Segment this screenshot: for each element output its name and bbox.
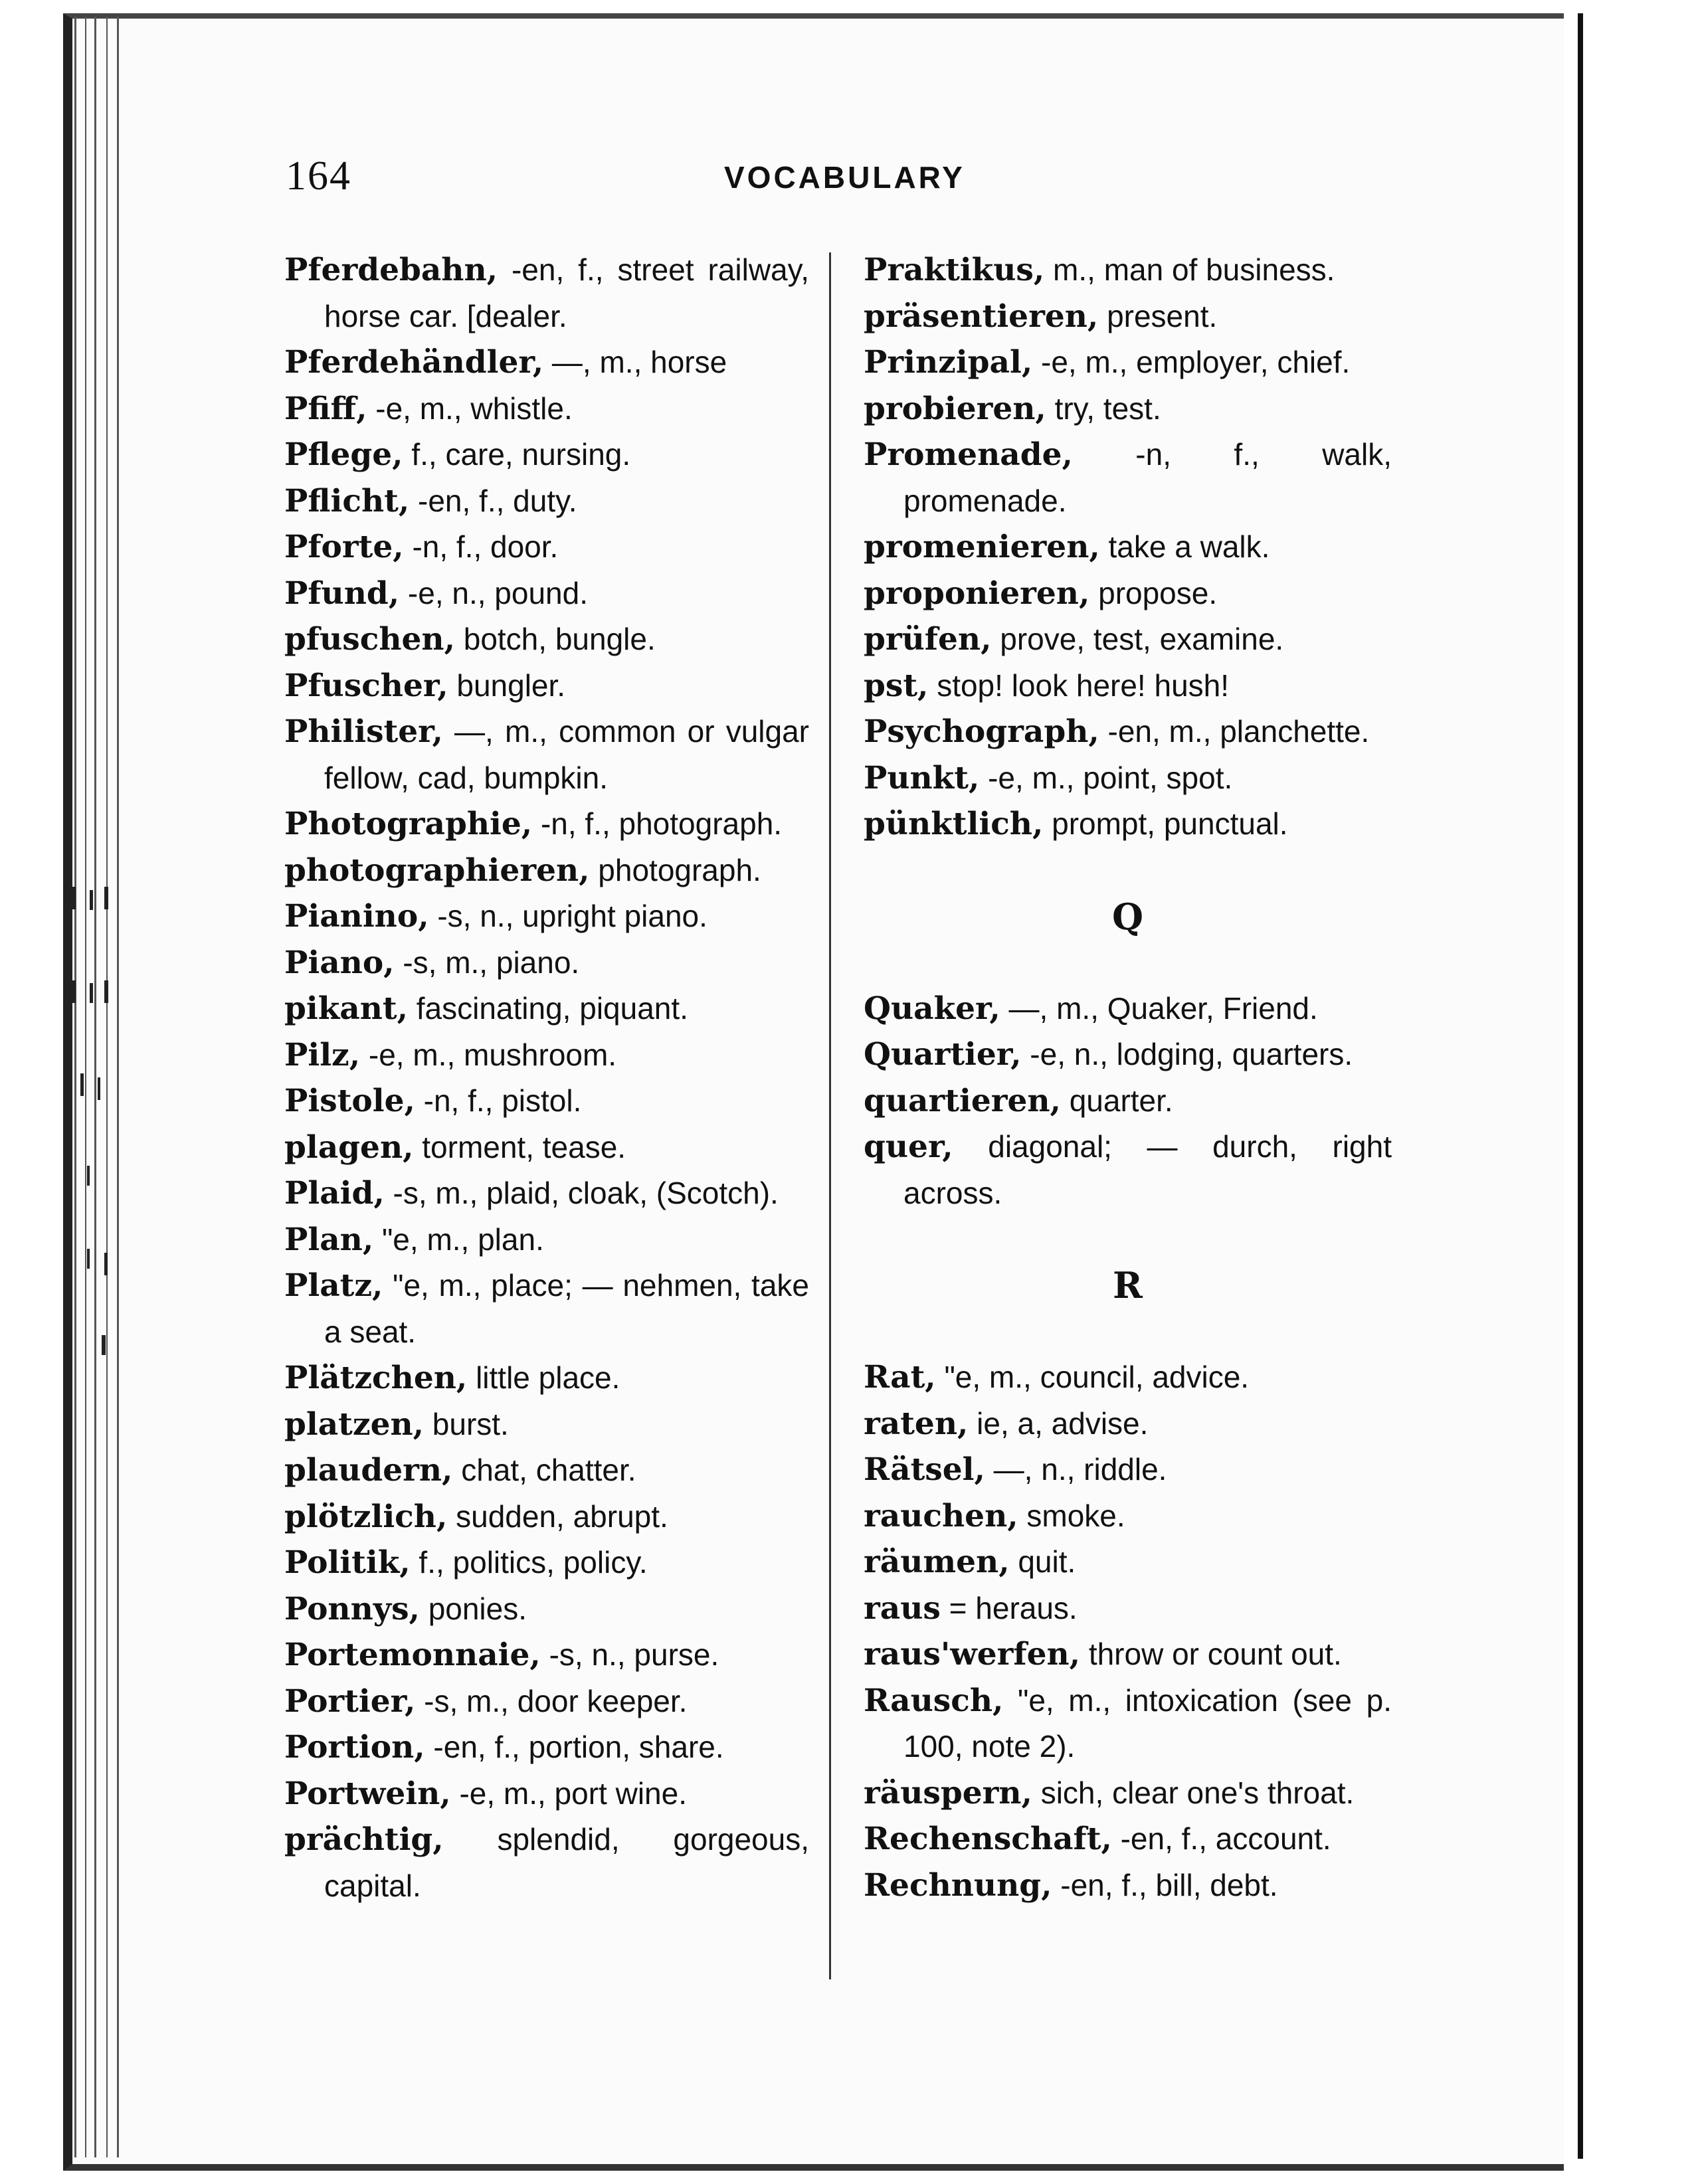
dictionary-entry <box>864 755 1392 802</box>
entry-headword: Rausch, <box>864 1682 1004 1719</box>
entry-gloss: photograph. <box>598 852 761 887</box>
dictionary-entry <box>864 616 1392 663</box>
entry-headword: räumen, <box>864 1544 1010 1580</box>
entry-gloss: -en, f., account. <box>1120 1821 1331 1856</box>
entry-gloss: -e, n., pound. <box>407 575 589 610</box>
page-right-border <box>1578 13 1583 2159</box>
dictionary-entry <box>864 663 1392 709</box>
entry-headword: räuspern, <box>864 1774 1032 1811</box>
entry-gloss: -e, m., employer, chief. <box>1041 345 1351 379</box>
entry-headword: Pfuscher, <box>284 667 448 704</box>
entry-headword: Pianino, <box>284 898 429 935</box>
dictionary-entry <box>284 247 809 339</box>
dictionary-entry <box>284 1679 809 1725</box>
entry-headword: Portion, <box>284 1729 425 1766</box>
entry-gloss: "e, m., plan. <box>381 1222 544 1257</box>
entry-headword: pikant, <box>284 990 408 1027</box>
column-divider <box>829 252 831 1979</box>
entry-headword: Pfiff, <box>284 390 367 427</box>
entry-headword: Rätsel, <box>864 1451 985 1488</box>
entry-gloss: -e, m., port wine. <box>459 1775 687 1811</box>
dictionary-entry <box>284 1494 809 1540</box>
dictionary-entry <box>864 1078 1392 1125</box>
r-entry-list <box>864 1354 1392 1908</box>
entry-gloss: —, m., common or vulgar fellow, cad, bumpkin. <box>324 714 810 795</box>
entry-headword: raus'werfen, <box>864 1636 1081 1673</box>
entry-gloss: try, test. <box>1054 391 1161 426</box>
dictionary-entry <box>284 1217 809 1263</box>
dictionary-entry <box>284 1032 809 1079</box>
entry-gloss: -en, f., street railway, horse car. [dealer. <box>324 252 809 333</box>
dictionary-entry <box>284 1632 809 1679</box>
section-letter-q: Q <box>1111 895 1144 938</box>
entry-gloss: present. <box>1107 298 1218 333</box>
page-number: 164 <box>286 153 351 199</box>
entry-headword: Piano, <box>284 944 395 981</box>
entry-headword: rauchen, <box>864 1497 1018 1534</box>
entry-headword: Pferdehändler, <box>284 344 544 381</box>
entry-headword: pünktlich, <box>864 806 1044 842</box>
entry-gloss: -en, f., bill, debt. <box>1060 1867 1278 1902</box>
entry-gloss: -n, f., photograph. <box>540 806 783 841</box>
dictionary-entry <box>284 386 809 432</box>
dictionary-entry <box>284 1586 809 1633</box>
entry-gloss: = heraus. <box>949 1590 1078 1625</box>
dictionary-entry <box>284 524 809 571</box>
dictionary-entry <box>864 386 1392 432</box>
entry-gloss: -n, f., pistol. <box>423 1083 582 1118</box>
dictionary-entry <box>864 1354 1392 1401</box>
entry-gloss: f., politics, policy. <box>419 1545 648 1580</box>
entry-headword: prüfen, <box>864 621 992 658</box>
dictionary-entry <box>284 432 809 478</box>
entry-headword: platzen, <box>284 1406 424 1443</box>
dictionary-entry <box>864 524 1392 571</box>
entry-gloss: stop! look here! hush! <box>937 668 1230 703</box>
entry-gloss: splendid, gorgeous, capital. <box>324 1822 809 1903</box>
dictionary-entry <box>864 1124 1392 1216</box>
entry-gloss: -s, n., upright piano. <box>437 899 708 933</box>
section-letter-r: R <box>1113 1264 1143 1307</box>
entry-headword: Pflege, <box>284 436 403 473</box>
dictionary-entry <box>284 616 809 663</box>
dictionary-entry <box>864 1863 1392 1909</box>
entry-gloss: -e, m., point, spot. <box>988 760 1233 795</box>
dictionary-entry <box>284 1771 809 1817</box>
dictionary-entry <box>864 339 1392 386</box>
entry-gloss: little place. <box>476 1360 620 1395</box>
dictionary-entry <box>284 1724 809 1771</box>
entry-headword: photographieren, <box>284 852 590 889</box>
dictionary-entry <box>864 1032 1392 1078</box>
entry-headword: Ponnys, <box>284 1590 420 1627</box>
entry-gloss: -e, m., whistle. <box>375 391 573 426</box>
dictionary-entry <box>864 432 1392 524</box>
entry-gloss: sich, clear one's throat. <box>1040 1775 1355 1810</box>
entry-gloss: smoke. <box>1026 1498 1125 1533</box>
gutter-marks <box>63 883 136 1382</box>
running-head: VOCABULARY <box>724 160 965 195</box>
dictionary-entry <box>864 801 1392 848</box>
dictionary-entry <box>864 1631 1392 1678</box>
entry-gloss: -n, f., door. <box>412 529 559 564</box>
entry-gloss: —, m., horse <box>551 345 727 379</box>
entry-gloss: ie, a, advise. <box>977 1406 1149 1441</box>
entry-gloss: -s, m., door keeper. <box>424 1683 688 1718</box>
entry-headword: Portemonnaie, <box>284 1637 541 1673</box>
dictionary-entry <box>864 1586 1392 1632</box>
dictionary-entry <box>284 848 809 894</box>
entry-headword: pst, <box>864 667 929 704</box>
entry-gloss: propose. <box>1098 575 1218 610</box>
dictionary-entry <box>864 1539 1392 1586</box>
entry-headword: Pforte, <box>284 529 404 565</box>
entry-headword: Plaid, <box>284 1175 385 1212</box>
entry-headword: raten, <box>864 1405 969 1442</box>
entry-gloss: take a walk. <box>1108 529 1270 564</box>
dictionary-entry <box>284 663 809 709</box>
entry-gloss: -n, f., walk, promenade. <box>903 437 1392 518</box>
q-entry-list <box>864 986 1392 1217</box>
entry-gloss: -e, n., lodging, quarters. <box>1030 1037 1353 1071</box>
entry-headword: Pflicht, <box>284 482 410 519</box>
dictionary-entry <box>284 709 809 801</box>
entry-gloss: f., care, nursing. <box>411 437 631 472</box>
entry-headword: Portwein, <box>284 1775 451 1812</box>
entry-headword: Plätzchen, <box>284 1360 468 1396</box>
entry-gloss: -s, n., purse. <box>549 1637 719 1672</box>
entry-gloss: "e, m., place; — nehmen, take a seat. <box>324 1268 809 1349</box>
entry-gloss: -en, m., planchette. <box>1107 714 1370 749</box>
entry-headword: plötzlich, <box>284 1498 448 1535</box>
dictionary-entry <box>284 571 809 617</box>
entry-gloss: torment, tease. <box>422 1129 626 1164</box>
dictionary-entry <box>284 1170 809 1217</box>
entry-gloss: quarter. <box>1069 1083 1173 1118</box>
entry-gloss: -en, f., duty. <box>418 483 577 518</box>
dictionary-entry <box>284 1078 809 1125</box>
dictionary-entry <box>864 1816 1392 1863</box>
dictionary-entry <box>864 247 1392 294</box>
entry-headword: Pfund, <box>284 575 400 612</box>
entry-gloss: -s, m., piano. <box>403 945 580 980</box>
dictionary-entry <box>284 893 809 940</box>
entry-gloss: chat, chatter. <box>461 1453 636 1487</box>
entry-headword: Platz, <box>284 1267 383 1304</box>
dictionary-entry <box>864 986 1392 1032</box>
entry-gloss: botch, bungle. <box>463 622 656 656</box>
entry-gloss: ponies. <box>428 1591 527 1626</box>
dictionary-entry <box>864 294 1392 340</box>
p-entry-list <box>864 247 1392 848</box>
entry-headword: präsentieren, <box>864 298 1099 335</box>
entry-headword: quer, <box>864 1129 953 1165</box>
entry-headword: Pferdebahn, <box>284 252 498 288</box>
entry-gloss: diagonal; — durch, right across. <box>903 1129 1392 1210</box>
entry-gloss: prompt, punctual. <box>1052 806 1288 841</box>
entry-gloss: bungler. <box>456 668 566 703</box>
entry-headword: promenieren, <box>864 529 1100 565</box>
right-column <box>864 247 1392 1908</box>
dictionary-entry <box>864 1401 1392 1447</box>
entry-headword: raus <box>864 1590 941 1627</box>
entry-headword: Rat, <box>864 1359 936 1396</box>
entry-headword: proponieren, <box>864 575 1090 612</box>
entry-headword: Promenade, <box>864 436 1073 473</box>
entry-headword: Rechnung, <box>864 1866 1052 1904</box>
dictionary-entry <box>284 1817 809 1909</box>
entry-headword: Psychograph, <box>864 713 1099 750</box>
entry-gloss: -en, f., portion, share. <box>433 1730 724 1764</box>
dictionary-entry <box>284 478 809 525</box>
entry-headword: plagen, <box>284 1129 414 1166</box>
dictionary-entry <box>284 1125 809 1171</box>
dictionary-entry <box>284 339 809 386</box>
entry-gloss: -e, m., mushroom. <box>368 1037 617 1072</box>
dictionary-entry <box>284 801 809 848</box>
entry-headword: Praktikus, <box>864 252 1045 288</box>
entry-gloss: "e, m., intoxication (see p. 100, note 2). <box>903 1683 1392 1764</box>
entry-headword: Punkt, <box>864 759 980 796</box>
dictionary-entry <box>284 1402 809 1448</box>
entry-headword: Pistole, <box>284 1083 415 1119</box>
entry-headword: Portier, <box>284 1683 416 1720</box>
entry-gloss: prove, test, examine. <box>1000 622 1284 656</box>
entry-gloss: —, n., riddle. <box>993 1452 1167 1487</box>
entry-gloss: —, m., Quaker, Friend. <box>1008 990 1318 1026</box>
entry-headword: quartieren, <box>864 1082 1061 1119</box>
entry-headword: Pilz, <box>284 1036 361 1073</box>
entry-headword: prächtig, <box>284 1821 444 1858</box>
entry-headword: probieren, <box>864 390 1046 427</box>
entry-headword: Philister, <box>284 713 443 750</box>
entry-headword: Plan, <box>284 1221 374 1258</box>
entry-gloss: sudden, abrupt. <box>456 1499 668 1534</box>
dictionary-entry <box>864 1678 1392 1770</box>
dictionary-entry <box>284 986 809 1032</box>
dictionary-entry <box>284 1540 809 1586</box>
dictionary-entry <box>284 1355 809 1402</box>
entry-gloss: throw or count out. <box>1088 1637 1342 1671</box>
entry-gloss: m., man of business. <box>1053 252 1335 287</box>
dictionary-entry <box>864 1447 1392 1493</box>
entry-headword: Quaker, <box>864 990 1000 1027</box>
dictionary-entry <box>864 1770 1392 1817</box>
entry-headword: Rechenschaft, <box>864 1821 1112 1857</box>
dictionary-entry <box>864 1493 1392 1540</box>
entry-headword: Quartier, <box>864 1036 1022 1073</box>
entry-gloss: "e, m., council, advice. <box>944 1360 1250 1394</box>
dictionary-entry <box>284 940 809 986</box>
left-column <box>284 247 809 1909</box>
entry-gloss: quit. <box>1018 1544 1076 1579</box>
entry-gloss: -s, m., plaid, cloak, (Scotch). <box>393 1176 779 1210</box>
dictionary-entry <box>284 1447 809 1494</box>
entry-headword: Prinzipal, <box>864 344 1033 381</box>
dictionary-entry <box>284 1263 809 1355</box>
entry-gloss: fascinating, piquant. <box>416 991 688 1026</box>
entry-gloss: burst. <box>432 1406 509 1441</box>
entry-headword: Politik, <box>284 1544 411 1581</box>
entry-headword: Photographie, <box>284 806 533 842</box>
dictionary-entry <box>864 571 1392 617</box>
dictionary-entry <box>864 709 1392 755</box>
entry-headword: pfuschen, <box>284 621 455 658</box>
entry-headword: plaudern, <box>284 1452 453 1489</box>
